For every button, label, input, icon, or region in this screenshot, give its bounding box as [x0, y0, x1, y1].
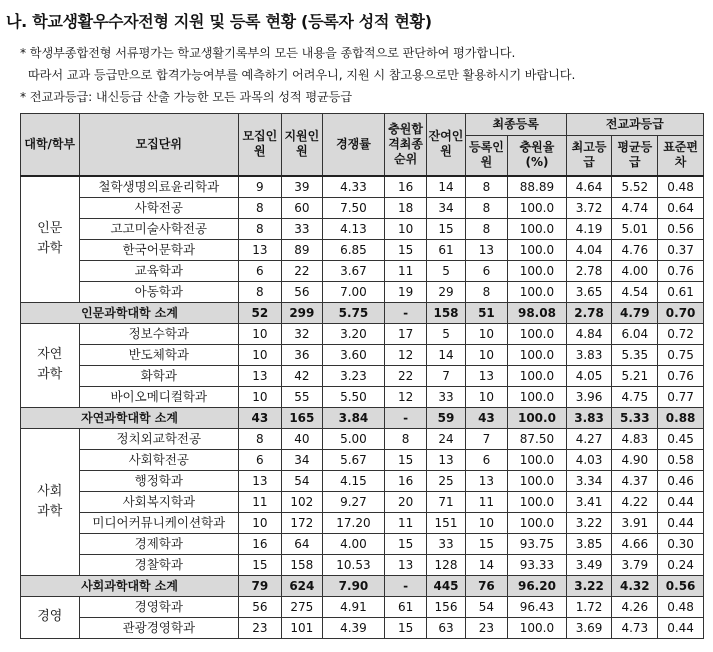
table-cell: 4.83: [612, 428, 658, 449]
table-cell: 9: [239, 176, 282, 198]
header-recruit: 모집인원: [239, 114, 282, 176]
table-cell: 13: [427, 449, 465, 470]
table-row: [21, 260, 704, 281]
subtotal-row: [21, 575, 704, 596]
unit-name: 한국어문학과: [79, 239, 239, 260]
table-cell: 0.77: [658, 386, 704, 407]
table-cell: 10: [384, 218, 427, 239]
table-cell: 10: [239, 386, 282, 407]
table-cell: 100.0: [508, 344, 567, 365]
table-cell: 4.66: [612, 533, 658, 554]
subtotal-cell: 2.78: [566, 302, 612, 323]
page-title: 나. 학교생활우수자전형 지원 및 등록 현황 (등록자 성적 현황): [6, 12, 432, 31]
table-cell: 100.0: [508, 512, 567, 533]
table-cell: 71: [427, 491, 465, 512]
header-rank: 충원합격최종순위: [384, 114, 427, 176]
unit-name: 경제학과: [79, 533, 239, 554]
table-cell: 13: [465, 470, 508, 491]
table-cell: 10: [465, 386, 508, 407]
table-cell: 15: [384, 239, 427, 260]
table-cell: 3.65: [566, 281, 612, 302]
table-cell: 12: [384, 344, 427, 365]
subtotal-cell: 79: [239, 575, 282, 596]
table-cell: 0.46: [658, 470, 704, 491]
subtotal-cell: 100.0: [508, 407, 567, 428]
table-cell: 275: [281, 596, 322, 617]
table-cell: 100.0: [508, 197, 567, 218]
header-apply: 지원인원: [281, 114, 322, 176]
table-cell: 0.44: [658, 491, 704, 512]
table-cell: 22: [281, 260, 322, 281]
table-cell: 0.37: [658, 239, 704, 260]
table-cell: 8: [239, 428, 282, 449]
subtotal-cell: 76: [465, 575, 508, 596]
subtotal-cell: 96.20: [508, 575, 567, 596]
table-cell: 16: [384, 470, 427, 491]
table-cell: 100.0: [508, 260, 567, 281]
table-cell: 7: [427, 365, 465, 386]
table-cell: 23: [239, 617, 282, 638]
unit-name: 사회학전공: [79, 449, 239, 470]
table-cell: 56: [281, 281, 322, 302]
table-cell: 13: [239, 470, 282, 491]
table-cell: 61: [384, 596, 427, 617]
table-cell: 7.50: [323, 197, 385, 218]
table-cell: 14: [427, 176, 465, 198]
subtotal-label: 사회과학대학 소계: [21, 575, 239, 596]
college-name: 사회과학: [21, 428, 80, 575]
subtotal-cell: 52: [239, 302, 282, 323]
table-cell: 158: [281, 554, 322, 575]
table-cell: 0.58: [658, 449, 704, 470]
table-cell: 15: [465, 533, 508, 554]
subtotal-cell: 3.22: [566, 575, 612, 596]
table-cell: 10: [465, 512, 508, 533]
table-cell: 5: [427, 260, 465, 281]
table-cell: 5.35: [612, 344, 658, 365]
table-cell: 6.85: [323, 239, 385, 260]
table-cell: 0.44: [658, 512, 704, 533]
table-cell: 8: [384, 428, 427, 449]
table-cell: 3.22: [566, 512, 612, 533]
table-cell: 100.0: [508, 617, 567, 638]
table-cell: 11: [239, 491, 282, 512]
subtotal-cell: -: [384, 407, 427, 428]
table-cell: 172: [281, 512, 322, 533]
unit-name: 바이오메디컬학과: [79, 386, 239, 407]
table-cell: 10: [239, 323, 282, 344]
table-cell: 16: [239, 533, 282, 554]
unit-name: 아동학과: [79, 281, 239, 302]
header-best: 최고등급: [566, 136, 612, 176]
table-cell: 7: [465, 428, 508, 449]
table-cell: 10.53: [323, 554, 385, 575]
table-cell: 3.83: [566, 344, 612, 365]
table-row: [21, 323, 704, 344]
table-cell: 4.91: [323, 596, 385, 617]
table-cell: 100.0: [508, 239, 567, 260]
table-row: [21, 344, 704, 365]
table-cell: 3.96: [566, 386, 612, 407]
table-cell: 5.52: [612, 176, 658, 198]
subtotal-cell: 98.08: [508, 302, 567, 323]
table-cell: 4.15: [323, 470, 385, 491]
table-row: [21, 449, 704, 470]
table-cell: 29: [427, 281, 465, 302]
unit-name: 정치외교학전공: [79, 428, 239, 449]
table-cell: 8: [239, 197, 282, 218]
subtotal-cell: 7.90: [323, 575, 385, 596]
table-cell: 8: [465, 281, 508, 302]
table-cell: 4.64: [566, 176, 612, 198]
header-fill: 충원율(%): [508, 136, 567, 176]
table-row: [21, 386, 704, 407]
table-cell: 10: [465, 323, 508, 344]
table-cell: 100.0: [508, 218, 567, 239]
table-cell: 0.48: [658, 176, 704, 198]
table-cell: 15: [384, 617, 427, 638]
unit-name: 정보수학과: [79, 323, 239, 344]
subtotal-cell: 445: [427, 575, 465, 596]
table-cell: 6: [465, 260, 508, 281]
table-cell: 4.39: [323, 617, 385, 638]
table-cell: 12: [384, 386, 427, 407]
subtotal-cell: 0.70: [658, 302, 704, 323]
header-ratio: 경쟁률: [323, 114, 385, 176]
header-grade-group: 전교과등급: [566, 114, 703, 136]
subtotal-cell: 0.88: [658, 407, 704, 428]
table-cell: 63: [427, 617, 465, 638]
table-cell: 13: [465, 365, 508, 386]
table-cell: 0.30: [658, 533, 704, 554]
table-cell: 17.20: [323, 512, 385, 533]
table-row: [21, 218, 704, 239]
table-cell: 3.85: [566, 533, 612, 554]
table-cell: 4.05: [566, 365, 612, 386]
table-cell: 32: [281, 323, 322, 344]
college-name: 경영: [21, 596, 80, 638]
subtotal-cell: 5.75: [323, 302, 385, 323]
table-row: [21, 617, 704, 638]
table-cell: 3.60: [323, 344, 385, 365]
table-cell: 56: [239, 596, 282, 617]
header-final-group: 최종등록: [465, 114, 566, 136]
table-cell: 33: [427, 533, 465, 554]
table-row: [21, 596, 704, 617]
table-cell: 8: [239, 218, 282, 239]
subtotal-cell: 5.33: [612, 407, 658, 428]
header-avg: 평균등급: [612, 136, 658, 176]
table-cell: 15: [427, 218, 465, 239]
table-cell: 87.50: [508, 428, 567, 449]
table-cell: 11: [384, 260, 427, 281]
table-cell: 100.0: [508, 365, 567, 386]
table-row: [21, 470, 704, 491]
table-cell: 19: [384, 281, 427, 302]
table-cell: 88.89: [508, 176, 567, 198]
subtotal-cell: 299: [281, 302, 322, 323]
table-cell: 151: [427, 512, 465, 533]
table-cell: 5.67: [323, 449, 385, 470]
table-cell: 5.00: [323, 428, 385, 449]
table-cell: 0.44: [658, 617, 704, 638]
subtotal-cell: 624: [281, 575, 322, 596]
table-row: [21, 239, 704, 260]
table-cell: 13: [384, 554, 427, 575]
table-cell: 89: [281, 239, 322, 260]
unit-name: 관광경영학과: [79, 617, 239, 638]
table-cell: 9.27: [323, 491, 385, 512]
table-cell: 4.04: [566, 239, 612, 260]
table-cell: 8: [465, 176, 508, 198]
table-cell: 96.43: [508, 596, 567, 617]
table-cell: 0.24: [658, 554, 704, 575]
table-cell: 10: [239, 512, 282, 533]
unit-name: 반도체학과: [79, 344, 239, 365]
table-cell: 54: [465, 596, 508, 617]
table-cell: 20: [384, 491, 427, 512]
table-cell: 55: [281, 386, 322, 407]
table-cell: 100.0: [508, 449, 567, 470]
unit-name: 교육학과: [79, 260, 239, 281]
table-cell: 39: [281, 176, 322, 198]
table-cell: 4.76: [612, 239, 658, 260]
table-cell: 33: [427, 386, 465, 407]
table-cell: 4.00: [612, 260, 658, 281]
table-cell: 61: [427, 239, 465, 260]
table-cell: 6.04: [612, 323, 658, 344]
table-cell: 4.03: [566, 449, 612, 470]
table-cell: 5.21: [612, 365, 658, 386]
subtotal-cell: -: [384, 302, 427, 323]
college-name: 자연과학: [21, 323, 80, 407]
table-cell: 8: [239, 281, 282, 302]
table-cell: 5.01: [612, 218, 658, 239]
subtotal-label: 인문과학대학 소계: [21, 302, 239, 323]
subtotal-cell: 4.32: [612, 575, 658, 596]
table-cell: 156: [427, 596, 465, 617]
header-sd: 표준편차: [658, 136, 704, 176]
table-cell: 3.49: [566, 554, 612, 575]
table-cell: 0.45: [658, 428, 704, 449]
table-cell: 16: [384, 176, 427, 198]
table-cell: 42: [281, 365, 322, 386]
table-cell: 3.91: [612, 512, 658, 533]
table-cell: 13: [239, 365, 282, 386]
table-cell: 64: [281, 533, 322, 554]
table-cell: 100.0: [508, 491, 567, 512]
unit-name: 화학과: [79, 365, 239, 386]
subtotal-cell: 0.56: [658, 575, 704, 596]
table-cell: 15: [384, 533, 427, 554]
subtotal-cell: 43: [239, 407, 282, 428]
table-row: [21, 533, 704, 554]
unit-name: 사회복지학과: [79, 491, 239, 512]
table-cell: 34: [427, 197, 465, 218]
unit-name: 철학생명의료윤리학과: [79, 176, 239, 198]
subtotal-cell: 158: [427, 302, 465, 323]
table-cell: 100.0: [508, 470, 567, 491]
table-cell: 22: [384, 365, 427, 386]
table-cell: 14: [465, 554, 508, 575]
table-cell: 34: [281, 449, 322, 470]
table-row: [21, 365, 704, 386]
table-header: [21, 114, 704, 176]
table-cell: 17: [384, 323, 427, 344]
table-cell: 128: [427, 554, 465, 575]
table-cell: 2.78: [566, 260, 612, 281]
table-cell: 15: [384, 449, 427, 470]
table-cell: 4.74: [612, 197, 658, 218]
table-cell: 25: [427, 470, 465, 491]
unit-name: 사학전공: [79, 197, 239, 218]
table-cell: 0.75: [658, 344, 704, 365]
table-cell: 23: [465, 617, 508, 638]
table-row: [21, 281, 704, 302]
table-cell: 4.75: [612, 386, 658, 407]
table-cell: 40: [281, 428, 322, 449]
table-cell: 100.0: [508, 386, 567, 407]
subtotal-cell: 59: [427, 407, 465, 428]
note-disclaimer: 따라서 교과 등급만으로 합격가능여부를 예측하기 어려우니, 지원 시 참고용으로만 활용하시기 바랍니다.: [28, 68, 576, 82]
table-cell: 93.75: [508, 533, 567, 554]
table-cell: 6: [239, 449, 282, 470]
table-cell: 4.19: [566, 218, 612, 239]
table-cell: 3.23: [323, 365, 385, 386]
table-cell: 3.34: [566, 470, 612, 491]
table-cell: 15: [239, 554, 282, 575]
table-row: [21, 512, 704, 533]
subtotal-cell: 3.84: [323, 407, 385, 428]
table-cell: 8: [465, 197, 508, 218]
table-cell: 100.0: [508, 323, 567, 344]
table-cell: 3.20: [323, 323, 385, 344]
table-cell: 4.54: [612, 281, 658, 302]
unit-name: 고고미술사학전공: [79, 218, 239, 239]
table-cell: 0.76: [658, 365, 704, 386]
table-cell: 6: [239, 260, 282, 281]
header-unit: 모집단위: [79, 114, 239, 176]
table-cell: 93.33: [508, 554, 567, 575]
table-cell: 0.61: [658, 281, 704, 302]
subtotal-cell: 3.83: [566, 407, 612, 428]
unit-name: 경찰학과: [79, 554, 239, 575]
table-cell: 4.22: [612, 491, 658, 512]
table-cell: 4.73: [612, 617, 658, 638]
table-cell: 4.84: [566, 323, 612, 344]
table-cell: 0.72: [658, 323, 704, 344]
table-cell: 4.13: [323, 218, 385, 239]
college-name: 인문과학: [21, 176, 80, 303]
table-cell: 3.69: [566, 617, 612, 638]
header-remain: 잔여인원: [427, 114, 465, 176]
subtotal-cell: 4.79: [612, 302, 658, 323]
table-cell: 36: [281, 344, 322, 365]
admission-table: [20, 113, 704, 639]
unit-name: 경영학과: [79, 596, 239, 617]
table-cell: 101: [281, 617, 322, 638]
subtotal-row: [21, 407, 704, 428]
table-cell: 54: [281, 470, 322, 491]
table-row: [21, 491, 704, 512]
subtotal-cell: 43: [465, 407, 508, 428]
table-cell: 6: [465, 449, 508, 470]
table-cell: 13: [465, 239, 508, 260]
table-cell: 0.56: [658, 218, 704, 239]
table-cell: 5.50: [323, 386, 385, 407]
table-cell: 7.00: [323, 281, 385, 302]
table-cell: 4.27: [566, 428, 612, 449]
table-cell: 102: [281, 491, 322, 512]
table-cell: 11: [465, 491, 508, 512]
table-row: [21, 197, 704, 218]
table-row: [21, 428, 704, 449]
table-cell: 3.79: [612, 554, 658, 575]
header-college: 대학/학부: [21, 114, 80, 176]
table-cell: 4.33: [323, 176, 385, 198]
subtotal-cell: 51: [465, 302, 508, 323]
subtotal-row: [21, 302, 704, 323]
table-cell: 5: [427, 323, 465, 344]
table-cell: 4.00: [323, 533, 385, 554]
table-cell: 3.41: [566, 491, 612, 512]
table-cell: 24: [427, 428, 465, 449]
table-row: [21, 176, 704, 198]
table-cell: 10: [465, 344, 508, 365]
subtotal-cell: -: [384, 575, 427, 596]
table-cell: 0.48: [658, 596, 704, 617]
unit-name: 미디어커뮤니케이션학과: [79, 512, 239, 533]
table-cell: 4.26: [612, 596, 658, 617]
unit-name: 행정학과: [79, 470, 239, 491]
note-evaluation: * 학생부종합전형 서류평가는 학교생활기록부의 모든 내용을 종합적으로 판단하여 평가합니다.: [20, 46, 516, 60]
table-cell: 3.72: [566, 197, 612, 218]
subtotal-label: 자연과학대학 소계: [21, 407, 239, 428]
table-cell: 14: [427, 344, 465, 365]
table-cell: 60: [281, 197, 322, 218]
table-body: [21, 176, 704, 639]
table-cell: 1.72: [566, 596, 612, 617]
header-reg: 등록인원: [465, 136, 508, 176]
table-cell: 4.37: [612, 470, 658, 491]
table-cell: 0.64: [658, 197, 704, 218]
table-cell: 33: [281, 218, 322, 239]
table-cell: 13: [239, 239, 282, 260]
table-cell: 3.67: [323, 260, 385, 281]
table-cell: 4.90: [612, 449, 658, 470]
table-row: [21, 554, 704, 575]
table-cell: 100.0: [508, 281, 567, 302]
table-cell: 10: [239, 344, 282, 365]
table-cell: 11: [384, 512, 427, 533]
subtotal-cell: 165: [281, 407, 322, 428]
table-cell: 8: [465, 218, 508, 239]
table-cell: 18: [384, 197, 427, 218]
table-cell: 0.76: [658, 260, 704, 281]
note-grade-definition: * 전교과등급: 내신등급 산출 가능한 모든 과목의 성적 평균등급: [20, 90, 353, 104]
